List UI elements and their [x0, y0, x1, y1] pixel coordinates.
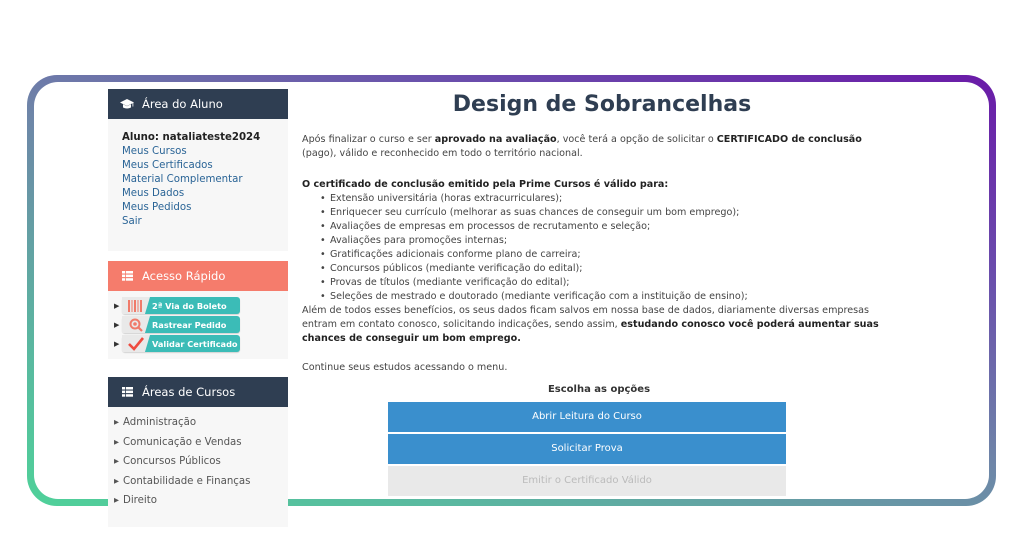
barcode-icon — [122, 297, 150, 314]
list-item: • Extensão universitária (horas extracurriculares); — [320, 192, 882, 206]
student-name: Aluno: nataliateste2024 — [122, 132, 261, 143]
options-heading: Escolha as opções — [547, 384, 651, 395]
link-meus-dados[interactable]: Meus Dados — [122, 188, 185, 199]
gradient-frame — [27, 75, 996, 506]
quick-item-rastrear[interactable] — [114, 315, 282, 334]
rastrear-button[interactable] — [122, 316, 240, 333]
aluno-panel-title: Área do Aluno — [142, 97, 223, 111]
magnifier-icon — [122, 316, 150, 333]
graduation-cap-icon — [118, 99, 136, 110]
sidebar — [108, 89, 288, 527]
link-meus-cursos[interactable]: Meus Cursos — [122, 146, 187, 157]
caret-right-icon: ▶ — [114, 476, 119, 485]
areas-panel-body — [108, 407, 288, 527]
areas-panel-header — [108, 377, 288, 407]
area-item-comunicacao[interactable] — [114, 433, 282, 453]
rastrear-label: Rastrear Pedido — [152, 319, 227, 330]
checkmark-icon — [122, 335, 150, 352]
quick-access-header — [108, 261, 288, 291]
caret-right-icon: ▶ — [114, 437, 119, 446]
validar-button[interactable] — [122, 335, 240, 352]
areas-panel-title: Áreas de Cursos — [142, 385, 236, 399]
benefits-list — [320, 192, 882, 304]
quick-item-validar[interactable] — [114, 334, 282, 353]
issue-certificate-button: Emitir o Certificado Válido — [388, 466, 786, 496]
quick-access-title: Acesso Rápido — [142, 269, 226, 283]
aluno-panel-header — [108, 89, 288, 119]
link-material-complementar[interactable]: Material Complementar — [122, 174, 243, 185]
caret-right-icon: ▶ — [114, 320, 120, 329]
page-viewport — [34, 82, 989, 506]
caret-right-icon: ▶ — [114, 457, 119, 465]
area-item-administracao[interactable] — [114, 413, 282, 433]
area-label: Concursos Públicos — [123, 456, 221, 467]
intro-paragraph: Após finalizar o curso e ser aprovado na avaliação, você terá a opção de solicitar o CERTIFICADO de conclusão (pago), válido e reconhecido em todo o território nacional. — [302, 134, 862, 159]
aluno-panel-body — [108, 119, 288, 251]
caret-right-icon: ▶ — [114, 339, 120, 348]
list-item: • Gratificações adicionais conforme plano de carreira; — [320, 248, 882, 262]
validar-label: Validar Certificado — [152, 338, 238, 349]
area-label: Contabilidade e Finanças — [123, 475, 251, 487]
area-label: Direito — [123, 495, 157, 506]
area-item-concursos[interactable] — [114, 452, 282, 472]
area-label: Comunicação e Vendas — [123, 436, 242, 448]
list-item: • Enriquecer seu currículo (melhorar as suas chances de conseguir um bom emprego); — [320, 206, 882, 220]
link-sair[interactable]: Sair — [122, 216, 142, 227]
closing-paragraph: Além de todos esses benefícios, os seus dados ficam salvos em nossa base de dados, diariamente diversas empresas entram em contato conosco, solicitando indicações, sendo assim, estudando conosco você poderá aumentar suas chances de conseguir um bom emprego. — [302, 305, 879, 344]
boleto-label: 2ª Via do Boleto — [152, 300, 227, 311]
quick-item-boleto[interactable] — [114, 296, 282, 315]
list-icon — [118, 271, 136, 281]
list-item: • Provas de títulos (mediante verificação do edital); — [320, 276, 882, 290]
area-item-direito[interactable] — [114, 491, 282, 511]
list-item: • Concursos públicos (mediante verificação do edital); — [320, 262, 882, 276]
main-content — [302, 82, 882, 496]
area-label: Administração — [123, 417, 197, 428]
page-title: Design de Sobrancelhas — [452, 92, 752, 117]
open-course-reading-button[interactable]: Abrir Leitura do Curso — [388, 402, 786, 432]
continue-text: Continue seus estudos acessando o menu. — [302, 362, 508, 373]
quick-access-body — [108, 291, 288, 359]
list-icon — [118, 387, 136, 397]
boleto-button[interactable] — [122, 297, 240, 314]
request-exam-button[interactable]: Solicitar Prova — [388, 434, 786, 464]
link-meus-certificados[interactable]: Meus Certificados — [122, 160, 213, 171]
certificate-heading: O certificado de conclusão emitido pela Prime Cursos é válido para: — [302, 179, 669, 190]
caret-right-icon: ▶ — [114, 301, 120, 310]
area-item-contabilidade[interactable] — [114, 472, 282, 492]
caret-right-icon: ▶ — [114, 418, 119, 426]
list-item: • Avaliações para promoções internas; — [320, 234, 882, 248]
list-item: • Avaliações de empresas em processos de recrutamento e seleção; — [320, 220, 882, 234]
caret-right-icon: ▶ — [114, 496, 119, 504]
link-meus-pedidos[interactable]: Meus Pedidos — [122, 202, 192, 213]
list-item: • Seleções de mestrado e doutorado (mediante verificação com a instituição de ensino); — [320, 290, 882, 304]
